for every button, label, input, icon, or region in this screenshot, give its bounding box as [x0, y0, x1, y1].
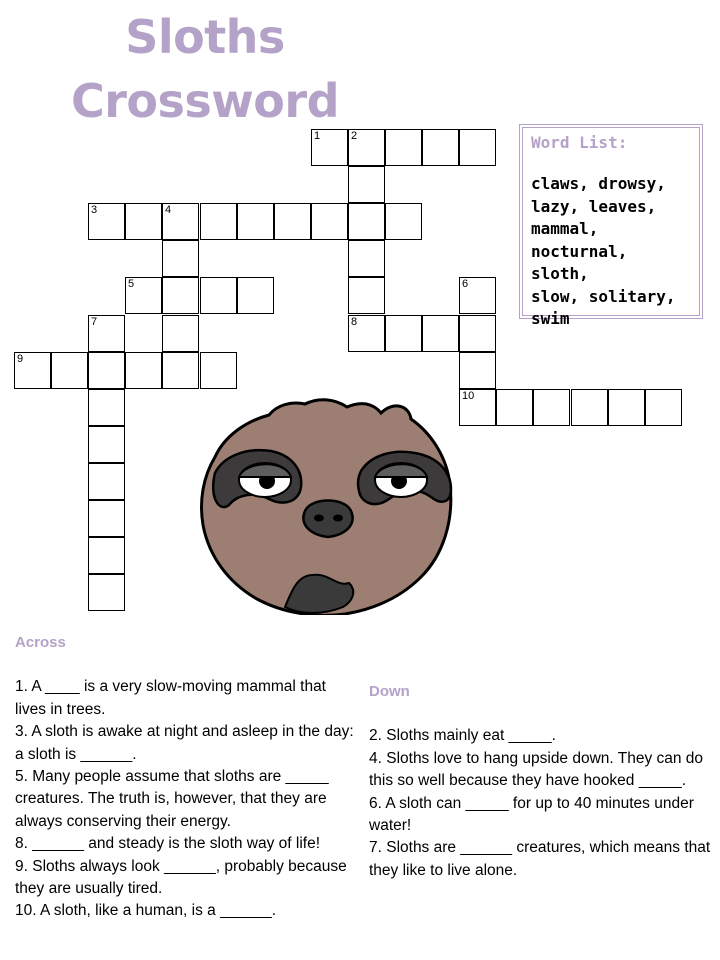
crossword-cell[interactable] [162, 277, 199, 314]
across-clue-8: 8. ______ and steady is the sloth way of life! [15, 835, 321, 853]
clue-number-label: 8 [351, 316, 358, 328]
crossword-cell[interactable] [608, 389, 645, 426]
crossword-cell[interactable] [162, 240, 199, 277]
crossword-cell[interactable] [88, 426, 125, 463]
clue-number-label: 5 [128, 278, 135, 290]
across-clues-section [15, 632, 360, 923]
crossword-cell[interactable] [496, 389, 533, 426]
crossword-cell[interactable] [200, 277, 237, 314]
down-clue-6: 6. A sloth can _____ for up to 40 minutes under water! [369, 794, 694, 835]
sloth-face-illustration [195, 393, 455, 615]
crossword-cell[interactable] [125, 277, 162, 314]
crossword-cell[interactable] [88, 203, 125, 240]
down-heading: Down [369, 683, 410, 700]
down-clue-7: 7. Sloths are ______ creatures, which means that they like to live alone. [369, 839, 711, 879]
crossword-cell[interactable] [348, 203, 385, 240]
crossword-cell[interactable] [311, 203, 348, 240]
across-clue-5: 5. Many people assume that sloths are _____ creatures. The truth is, however, that they are always conserving their energy. [15, 768, 329, 830]
crossword-cell[interactable] [422, 315, 459, 352]
word-list-title: Word List: [531, 133, 628, 152]
crossword-cell[interactable] [237, 203, 274, 240]
crossword-cell[interactable] [162, 315, 199, 352]
sloth-nostril-left [314, 515, 324, 522]
page-title-line-1: Sloths [125, 10, 285, 64]
down-clues-section [369, 681, 714, 882]
down-clue-4: 4. Sloths love to hang upside down. They can do this so well because they have hooked _____. [369, 749, 704, 790]
crossword-cell[interactable] [385, 315, 422, 352]
crossword-cell[interactable] [51, 352, 88, 389]
word-list-box [519, 124, 703, 328]
crossword-cell[interactable] [459, 352, 496, 389]
crossword-cell[interactable] [88, 352, 125, 389]
crossword-cell[interactable] [125, 352, 162, 389]
crossword-cell[interactable] [459, 129, 496, 166]
word-list-words: claws, drowsy, lazy, leaves, mammal, nocturnal, sloth, slow, solitary, swim [531, 174, 676, 328]
clue-number-label: 2 [351, 130, 358, 142]
crossword-cell[interactable] [348, 315, 385, 352]
crossword-cell[interactable] [311, 129, 348, 166]
crossword-cell[interactable] [274, 203, 311, 240]
crossword-cell[interactable] [88, 463, 125, 500]
crossword-cell[interactable] [162, 203, 199, 240]
sloth-nose [303, 501, 352, 538]
crossword-cell[interactable] [645, 389, 682, 426]
crossword-cell[interactable] [125, 203, 162, 240]
crossword-cell[interactable] [385, 129, 422, 166]
crossword-cell[interactable] [459, 315, 496, 352]
crossword-cell[interactable] [385, 203, 422, 240]
clue-number-label: 10 [462, 390, 475, 402]
crossword-cell[interactable] [88, 315, 125, 352]
clue-number-label: 7 [91, 316, 98, 328]
crossword-cell[interactable] [88, 537, 125, 574]
crossword-cell[interactable] [348, 166, 385, 203]
across-clue-1: 1. A ____ is a very slow-moving mammal that lives in trees. [15, 678, 326, 718]
crossword-cell[interactable] [459, 389, 496, 426]
crossword-cell[interactable] [237, 277, 274, 314]
crossword-cell[interactable] [200, 203, 237, 240]
crossword-cell[interactable] [88, 574, 125, 611]
down-clue-2: 2. Sloths mainly eat _____. [369, 727, 556, 745]
crossword-cell[interactable] [348, 129, 385, 166]
crossword-cell[interactable] [200, 352, 237, 389]
clue-number-label: 1 [314, 130, 321, 142]
clue-number-label: 4 [165, 204, 172, 216]
crossword-cell[interactable] [14, 352, 51, 389]
crossword-cell[interactable] [348, 277, 385, 314]
crossword-cell[interactable] [162, 352, 199, 389]
crossword-cell[interactable] [459, 277, 496, 314]
clue-number-label: 3 [91, 204, 98, 216]
crossword-cell[interactable] [88, 389, 125, 426]
clue-number-label: 6 [462, 278, 469, 290]
across-clue-10: 10. A sloth, like a human, is a ______. [15, 902, 277, 920]
crossword-cell[interactable] [422, 129, 459, 166]
across-heading: Across [15, 634, 66, 651]
across-clue-3: 3. A sloth is awake at night and asleep in the day: a sloth is ______. [15, 723, 354, 763]
crossword-cell[interactable] [88, 500, 125, 537]
crossword-cell[interactable] [533, 389, 570, 426]
across-clue-9: 9. Sloths always look ______, probably because they are usually tired. [15, 857, 347, 898]
sloth-nostril-right [333, 515, 343, 522]
clue-number-label: 9 [17, 353, 24, 365]
page-title-line-2: Crossword [70, 74, 340, 128]
crossword-cell[interactable] [348, 240, 385, 277]
crossword-cell[interactable] [571, 389, 608, 426]
